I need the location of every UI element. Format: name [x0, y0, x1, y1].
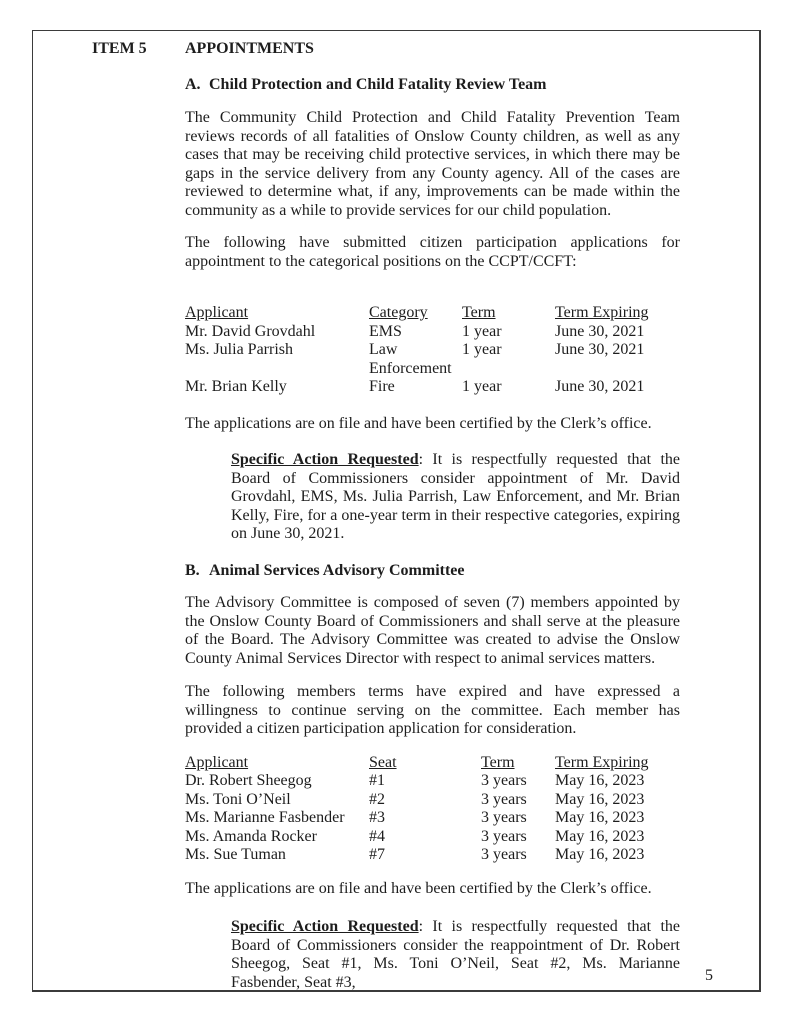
column-header-term-expiring: Term Expiring — [555, 304, 649, 321]
section-a-title: Child Protection and Child Fatality Review Team — [209, 75, 547, 93]
table-row — [185, 846, 680, 865]
member-term-expiring: May 16, 2023 — [555, 772, 645, 789]
member-term-expiring: May 16, 2023 — [555, 790, 645, 808]
member-term: 3 years — [481, 790, 527, 808]
section-b-specific-action — [231, 918, 680, 992]
member-name: Ms. Marianne Fasbender — [185, 809, 345, 826]
member-seat: #7 — [369, 846, 385, 863]
member-seat: #4 — [369, 827, 385, 845]
specific-action-label: Specific Action Requested — [231, 451, 419, 468]
section-a-paragraph-1: The Community Child Protection and Child Fatality Prevention Team reviews records of all fatalities of Onslow County children, as well as any cases that may be receiving child protective services, in which there may be gaps in the service delivery from any County agency. All of the cases are reviewed to determine what, if any, improvements can be made within the community as a while to provide services for our child population. — [185, 109, 680, 219]
applicant-category: EMS — [369, 322, 402, 340]
table-row — [185, 341, 680, 378]
table-row — [185, 772, 680, 791]
table-header-row — [185, 304, 680, 323]
column-header-term: Term — [462, 304, 496, 321]
column-header-category: Category — [369, 304, 428, 321]
table-row — [185, 378, 680, 397]
specific-action-text: : It is respectfully requested that the Board of Commissioners consider appointment of Mr. David Grovdahl, EMS, Ms. Julia Parrish, Law Enforcement, and Mr. Brian Kelly, Fire, for a one-year term in their respective categories, expiring on June 30, 2021. — [231, 451, 680, 542]
applicant-term-expiring: June 30, 2021 — [555, 378, 645, 395]
applicant-term-expiring: June 30, 2021 — [555, 341, 645, 358]
item-heading — [92, 40, 759, 59]
applicant-term: 1 year — [462, 341, 502, 358]
section-b-paragraph-1: The Advisory Committee is composed of seven (7) members appointed by the Onslow County Board of Commissioners and shall serve at the pleasure of the Board. The Advisory Committee was created to advise the Onslow County Animal Services Director with respect to animal services matters. — [185, 594, 680, 667]
table-row — [185, 323, 680, 342]
section-a-clerk-note: The applications are on file and have been certified by the Clerk’s office. — [185, 414, 652, 432]
table-row — [185, 828, 680, 847]
member-seat: #1 — [369, 772, 385, 789]
applicant-category: Law Enforcement — [369, 341, 452, 377]
column-header-seat: Seat — [369, 753, 397, 771]
section-a-letter: A. — [185, 75, 201, 93]
applicant-name: Ms. Julia Parrish — [185, 341, 293, 358]
section-a-specific-action — [231, 451, 680, 544]
item-number: ITEM 5 — [92, 40, 147, 57]
column-header-applicant: Applicant — [185, 753, 249, 771]
page-border-frame — [32, 30, 761, 992]
applicant-name: Mr. Brian Kelly — [185, 378, 287, 395]
table-row — [185, 809, 680, 828]
member-term-expiring: May 16, 2023 — [555, 809, 645, 826]
column-header-applicant: Applicant — [185, 304, 249, 321]
section-b-heading — [185, 562, 680, 581]
column-header-term: Term — [481, 753, 515, 771]
table-header-row — [185, 754, 680, 773]
animal-services-members-table — [185, 754, 680, 865]
member-seat: #2 — [369, 790, 385, 808]
member-term-expiring: May 16, 2023 — [555, 827, 645, 845]
section-a-paragraph-2: The following have submitted citizen participation applications for appointment to the categorical positions on the CCPT/CCFT: — [185, 234, 680, 270]
member-term: 3 years — [481, 772, 527, 789]
section-b-title: Animal Services Advisory Committee — [209, 561, 465, 579]
applicant-term: 1 year — [462, 322, 502, 340]
member-term-expiring: May 16, 2023 — [555, 846, 645, 863]
member-name: Ms. Toni O’Neil — [185, 790, 291, 808]
member-term: 3 years — [481, 846, 527, 863]
member-name: Ms. Amanda Rocker — [185, 827, 317, 845]
member-seat: #3 — [369, 809, 385, 826]
item-title: APPOINTMENTS — [185, 40, 314, 57]
ccpt-applicants-table — [185, 304, 680, 397]
specific-action-label: Specific Action Requested — [231, 918, 419, 935]
column-header-term-expiring: Term Expiring — [555, 753, 649, 771]
specific-action-text: : It is respectfully requested that the Board of Commissioners consider the reappointment of Dr. Robert Sheegog, Seat #1, Ms. Toni O’Neil, Seat #2, Ms. Marianne Fasbender, Seat #3, — [231, 918, 680, 991]
section-a-heading — [185, 76, 680, 95]
applicant-term-expiring: June 30, 2021 — [555, 322, 645, 340]
page-number: 5 — [705, 966, 713, 984]
applicant-category: Fire — [369, 378, 395, 395]
applicant-name: Mr. David Grovdahl — [185, 322, 316, 340]
table-row — [185, 791, 680, 810]
document-body — [185, 76, 680, 993]
section-b-clerk-note: The applications are on file and have been certified by the Clerk’s office. — [185, 879, 652, 897]
member-name: Ms. Sue Tuman — [185, 846, 286, 863]
section-b-paragraph-2: The following members terms have expired and have expressed a willingness to continue serving on the committee. Each member has provided a citizen participation application for consideration. — [185, 683, 680, 737]
member-term: 3 years — [481, 809, 527, 826]
section-b-letter: B. — [185, 561, 200, 579]
member-term: 3 years — [481, 827, 527, 845]
applicant-term: 1 year — [462, 378, 502, 395]
member-name: Dr. Robert Sheegog — [185, 772, 312, 789]
